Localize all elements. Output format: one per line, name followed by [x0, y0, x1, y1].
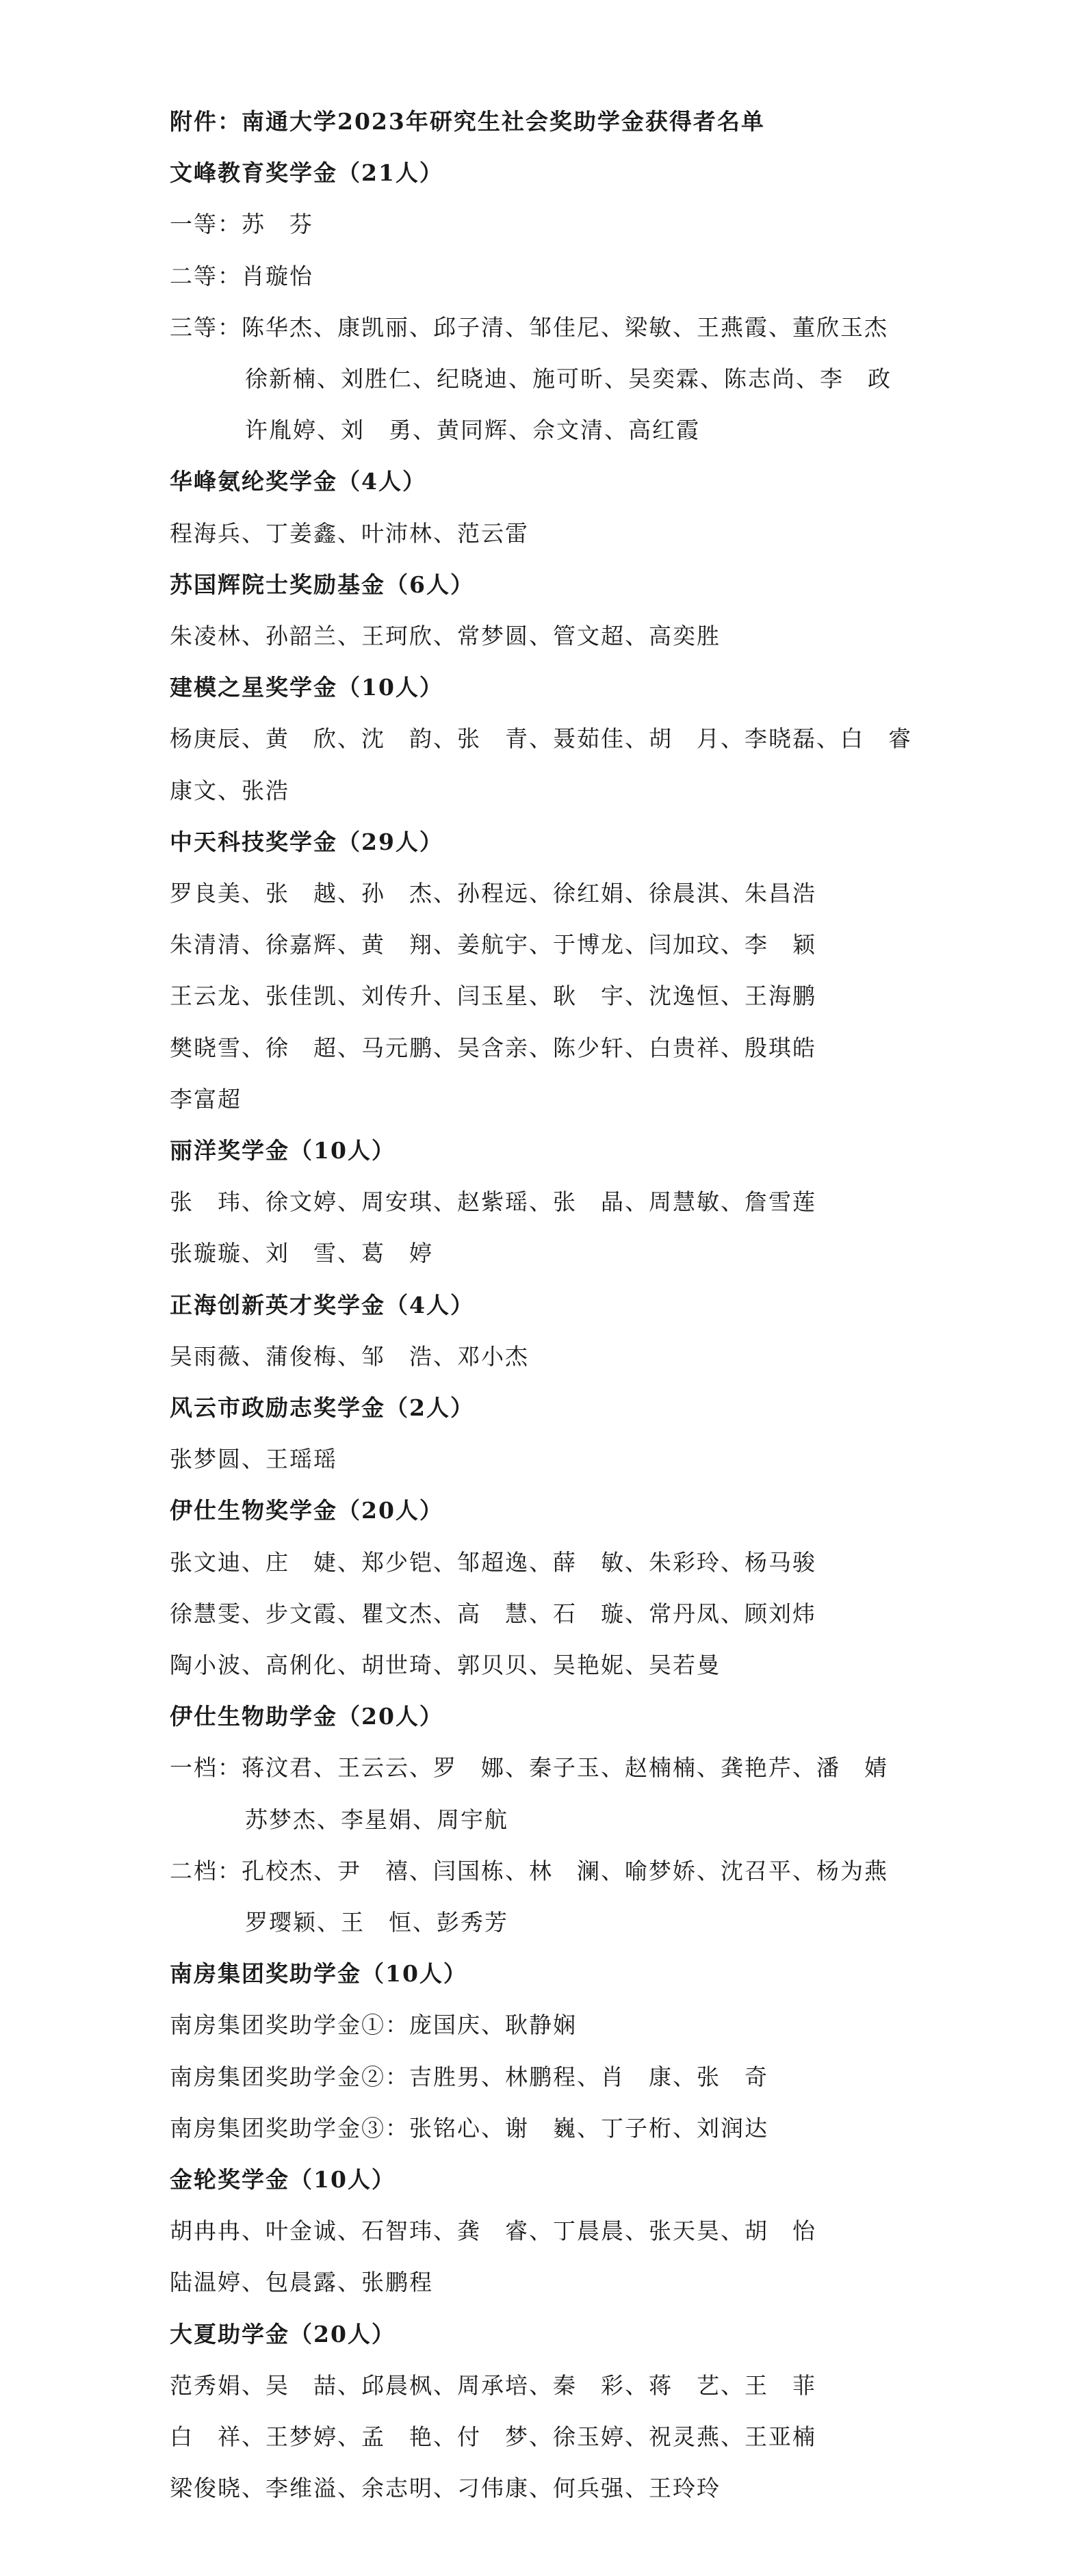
list-line: 樊晓雪、徐 超、马元鹏、吴含亲、陈少轩、白贵祥、殷琪皓 [170, 1034, 816, 1061]
list-line: 王云龙、张佳凯、刘传升、闫玉星、耿 宇、沈逸恒、王海鹏 [170, 983, 816, 1010]
list-line: 张 玮、徐文婷、周安琪、赵紫瑶、张 晶、周慧敏、詹雪莲 [170, 1188, 816, 1216]
list-line: 二档：孔校杰、尹 禧、闫国栋、林 澜、喻梦娇、沈召平、杨为燕 [170, 1857, 888, 1884]
section-heading: 文峰教育奖学金（21人） [170, 159, 443, 187]
list-line: 一档：蒋汶君、王云云、罗 娜、秦子玉、赵楠楠、龚艳芹、潘 婧 [170, 1754, 888, 1782]
list-line: 程海兵、丁姜鑫、叶沛林、范云雷 [170, 519, 529, 547]
list-line: 三等：陈华杰、康凯丽、邱子清、邹佳尼、梁敏、王燕霞、董欣玉杰 [170, 313, 888, 341]
list-line: 朱凌林、孙韶兰、王珂欣、常梦圆、管文超、高奕胜 [170, 623, 721, 649]
list-line: 南房集团奖助学金①：庞国庆、耿静娴 [170, 2012, 577, 2039]
section-heading: 南房集团奖助学金（10人） [170, 1960, 467, 1988]
section-heading: 风云市政励志奖学金（2人） [170, 1394, 474, 1421]
list-line: 杨庚辰、黄 欣、沈 韵、张 青、聂茹佳、胡 月、李晓磊、白 睿 [170, 725, 912, 753]
list-line: 一等：苏 芬 [170, 211, 313, 238]
list-line: 张文迪、庄 婕、郑少铠、邹超逸、薛 敏、朱彩玲、杨马骏 [170, 1548, 816, 1576]
section-heading: 大夏助学金（20人） [170, 2320, 396, 2347]
list-line: 南房集团奖助学金②：吉胜男、林鹏程、肖 康、张 奇 [170, 2063, 768, 2090]
section-heading: 正海创新英才奖学金（4人） [170, 1291, 474, 1318]
list-line-continued: 许胤婷、刘 勇、黄同辉、佘文清、高红霞 [245, 417, 700, 444]
list-line: 白 祥、王梦婷、孟 艳、付 梦、徐玉婷、祝灵燕、王亚楠 [170, 2423, 816, 2450]
list-line: 胡冉冉、叶金诚、石智玮、龚 睿、丁晨晨、张天昊、胡 怡 [170, 2217, 816, 2245]
list-line: 张璇璇、刘 雪、葛 婷 [170, 1240, 433, 1267]
list-line: 李富超 [170, 1085, 242, 1113]
document-title: 附件：南通大学2023年研究生社会奖助学金获得者名单 [170, 108, 765, 135]
list-line: 二等：肖璇怡 [170, 262, 313, 289]
list-line-continued: 苏梦杰、李星娟、周宇航 [245, 1806, 508, 1833]
list-line: 罗良美、张 越、孙 杰、孙程远、徐红娟、徐晨淇、朱昌浩 [170, 880, 816, 907]
section-heading: 建模之星奖学金（10人） [170, 674, 443, 701]
list-line-continued: 罗璎颖、王 恒、彭秀芳 [245, 1909, 508, 1936]
list-line: 陆温婷、包晨露、张鹏程 [170, 2269, 433, 2296]
section-heading: 中天科技奖学金（29人） [170, 828, 443, 855]
section-heading: 伊仕生物奖学金（20人） [170, 1497, 443, 1524]
list-line-continued: 徐新楠、刘胜仁、纪晓迪、施可昕、吴奕霖、陈志尚、李 政 [245, 365, 892, 392]
list-line: 范秀娟、吴 喆、邱晨枫、周承培、秦 彩、蒋 艺、王 菲 [170, 2371, 816, 2399]
list-line: 张梦圆、王瑶瑶 [170, 1446, 337, 1473]
section-heading: 苏国辉院士奖励基金（6人） [170, 571, 474, 598]
section-heading: 金轮奖学金（10人） [170, 2166, 396, 2193]
section-heading: 伊仕生物助学金（20人） [170, 1703, 443, 1730]
list-line: 徐慧雯、步文霞、瞿文杰、高 慧、石 璇、常丹凤、顾刘炜 [170, 1600, 816, 1627]
list-line: 吴雨薇、蒲俊梅、邹 浩、邓小杰 [170, 1342, 529, 1370]
list-line: 陶小波、高俐化、胡世琦、郭贝贝、吴艳妮、吴若曼 [170, 1652, 721, 1678]
list-line: 梁俊晓、李维溢、余志明、刁伟康、何兵强、王玲玲 [170, 2475, 721, 2502]
section-heading: 华峰氨纶奖学金（4人） [170, 468, 426, 495]
list-line: 南房集团奖助学金③：张铭心、谢 巍、丁子桁、刘润达 [170, 2114, 768, 2142]
list-line: 朱清清、徐嘉辉、黄 翔、姜航宇、于博龙、闫加玟、李 颖 [170, 931, 816, 959]
list-line: 康文、张浩 [170, 777, 289, 804]
section-heading: 丽洋奖学金（10人） [170, 1137, 396, 1164]
